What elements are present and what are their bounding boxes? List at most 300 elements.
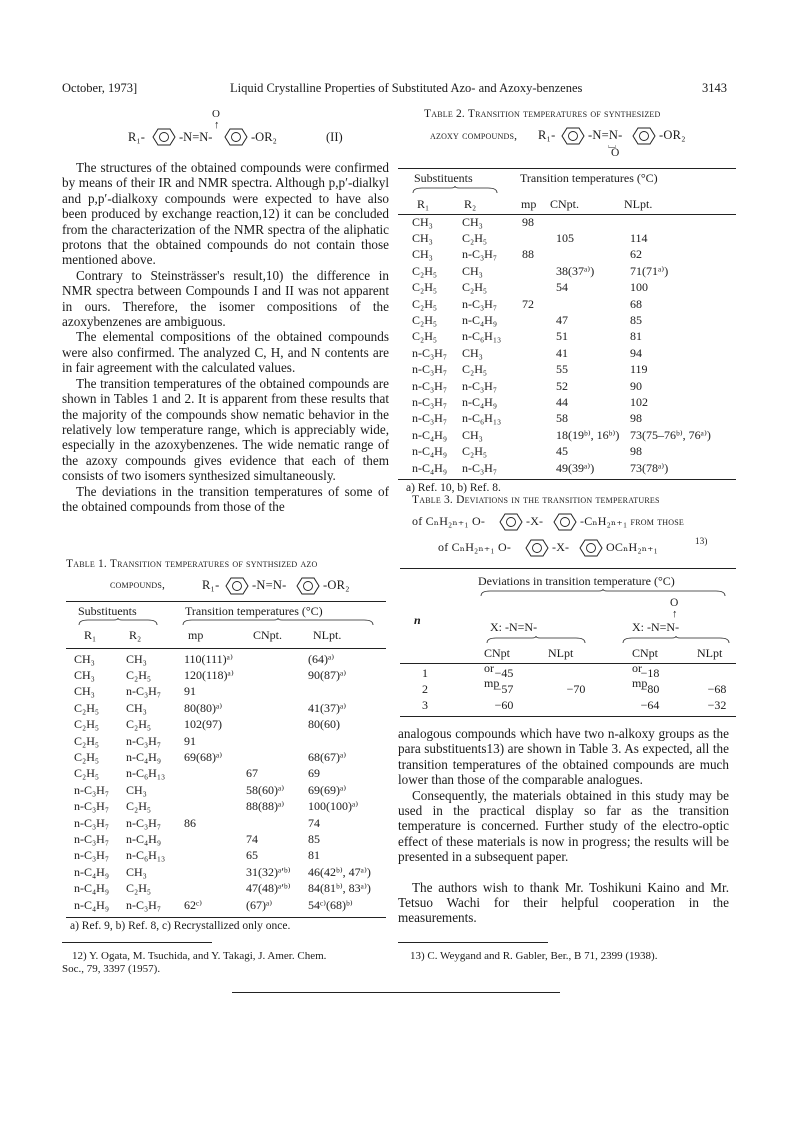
table-cell: 69(69)ᵃ⁾: [308, 782, 347, 797]
table-cell: [520, 443, 554, 459]
table-cell: 91: [184, 684, 196, 699]
benzene-ring-icon: [293, 577, 323, 595]
column-header: mp: [521, 197, 537, 211]
table-cell: CH₃: [126, 651, 147, 666]
table-cell: C₂H₅: [462, 231, 488, 246]
benzene-ring-icon: [222, 577, 252, 595]
table-cell: CH₃: [74, 651, 95, 666]
table-cell: 98: [630, 444, 642, 459]
table-cell: C₂H₅: [126, 717, 152, 732]
table-cell: n-C₆H₁₃: [126, 766, 166, 781]
table-cell: 67: [246, 766, 258, 781]
table-cell: 80(80)ᵃ⁾: [184, 700, 223, 715]
table-row: [410, 280, 748, 296]
table-cell: 98: [522, 214, 534, 229]
table-cell: [628, 214, 748, 230]
table3-caption-line3: [438, 536, 738, 559]
table-cell: [520, 263, 554, 279]
table-row: [410, 443, 748, 459]
paragraph: Consequently, the materials obtained in this study may be used in the practical display so far as the transition temperature is concerned. Further study of the electro-optic effect of these materials is now in progress; the results will be presented in a subsequent paper.: [398, 787, 729, 865]
column-header: NLpt: [697, 646, 723, 660]
table-cell: [520, 460, 554, 476]
table-cell: 55: [556, 362, 568, 377]
table-cell: 88: [522, 247, 534, 262]
table-cell: 3: [422, 698, 428, 713]
footnote-rule: [62, 942, 212, 943]
table-cell: CH₃: [462, 214, 483, 229]
table-cell: [244, 717, 306, 733]
r1-label: R₁-: [202, 578, 220, 592]
r2-label: -OR₂: [251, 130, 277, 144]
table-cell: CH₃: [126, 782, 147, 797]
table-cell: 2: [422, 682, 428, 697]
table1-group-substituents: Substituents: [78, 604, 137, 618]
column-header: R₂: [464, 197, 477, 211]
table-cell: [244, 667, 306, 683]
oxygen-label: O: [670, 597, 679, 609]
table-cell: [544, 665, 608, 681]
structure-number: (II): [326, 130, 343, 144]
column-header: R₂: [129, 628, 142, 642]
table-cell: 47(48)ᵃʹᵇ⁾: [246, 881, 291, 896]
table-rule: [398, 168, 736, 169]
header-title: Liquid Crystalline Properties of Substituted Azo- and Azoxy-benzenes: [230, 81, 583, 95]
table1-notes: a) Ref. 9, b) Ref. 8, c) Recrystallized only once.: [70, 920, 291, 932]
table-rule: [66, 648, 386, 649]
footnote-12-line2: Soc., 79, 3397 (1957).: [62, 963, 161, 975]
brace-icon: [412, 186, 498, 194]
table-cell: 54: [556, 280, 568, 295]
table-row: [72, 749, 402, 765]
table-rule: [400, 663, 736, 664]
table-cell: −32: [707, 698, 727, 713]
table-cell: n-C₄H₉: [74, 897, 110, 912]
table-cell: 90: [630, 378, 642, 393]
column-header: mp: [188, 628, 204, 642]
r1-label: R₁-: [538, 128, 556, 142]
table-cell: [182, 864, 244, 880]
table-cell: 90(87)ᵃ⁾: [308, 668, 347, 683]
table-cell: [244, 651, 306, 667]
table-cell: [306, 684, 402, 700]
table-cell: [520, 280, 554, 296]
brace-icon: [480, 589, 726, 597]
column-header: CNpt.: [253, 628, 283, 642]
table-cell: CH₃: [462, 427, 483, 442]
table-cell: 91: [184, 733, 196, 748]
table-row: [72, 733, 402, 749]
page-number: 3143: [702, 81, 727, 95]
table-cell: n-C₃H₇: [126, 684, 162, 699]
table-cell: [244, 733, 306, 749]
table-row: [72, 848, 402, 864]
table-row: [410, 214, 748, 230]
table-row: [410, 312, 748, 328]
table-row: [420, 681, 742, 697]
paragraph: The deviations in the transition temperatures of some of the obtained compounds from those of the: [62, 483, 389, 514]
table-cell: n-C₆H₁₃: [462, 411, 502, 426]
table-cell: (64)ᵃ⁾: [308, 651, 335, 666]
table3-caption-line2: [412, 513, 742, 533]
table-cell: 1: [422, 665, 428, 680]
table2-group-temperatures: Transition temperatures (°C): [520, 171, 658, 185]
table-cell: 52: [556, 378, 568, 393]
table3-group-heading: Deviations in transition temperature (°C): [478, 574, 675, 588]
table-cell: C₂H₅: [412, 296, 438, 311]
table-cell: [554, 296, 628, 312]
bracket-line: ⌴: [608, 140, 617, 151]
table-cell: 86: [184, 815, 196, 830]
table-cell: [244, 700, 306, 716]
table-cell: 81: [630, 329, 642, 344]
table-cell: 74: [308, 815, 320, 830]
table-row: [410, 230, 748, 246]
r2-label: -OR₂: [659, 128, 686, 142]
brace-icon: [182, 618, 374, 626]
table-cell: 102: [630, 394, 648, 409]
table-cell: 62ᶜ⁾: [184, 897, 203, 912]
table-cell: 54ᶜ⁾(68)ᵇ⁾: [308, 897, 353, 912]
table3-x-azoxy: X: -N=N-: [632, 620, 680, 634]
table-cell: −18: [640, 665, 660, 680]
table-cell: −57: [494, 682, 514, 697]
table-cell: −68: [707, 682, 727, 697]
structure-ii: [128, 108, 378, 154]
table-cell: n-C₃H₇: [412, 345, 448, 360]
table-cell: −60: [494, 698, 514, 713]
table-cell: 47: [556, 313, 568, 328]
table-cell: 51: [556, 329, 568, 344]
right-body-text: [398, 726, 729, 926]
table-cell: [520, 394, 554, 410]
acknowledgement: The authors wish to thank Mr. Toshikuni Kaino and Mr. Tetsuo Wachi for their helpful cooperation in the measurements.: [398, 879, 729, 926]
table-row: [410, 329, 748, 345]
table-cell: 85: [308, 831, 320, 846]
table-cell: 58(60)ᵃ⁾: [246, 782, 285, 797]
table1-caption-formula: [110, 577, 370, 597]
benzene-ring-icon: [576, 539, 606, 557]
table-rule: [66, 917, 386, 918]
table-cell: n-C₄H₉: [412, 460, 448, 475]
table-rule: [66, 601, 386, 602]
table-cell: n-C₃H₇: [74, 815, 110, 830]
table-cell: C₂H₅: [412, 263, 438, 278]
table-cell: n-C₄H₉: [74, 881, 110, 896]
table-cell: (67)ᵃ⁾: [246, 897, 273, 912]
table-cell: C₂H₅: [412, 313, 438, 328]
column-header: NLpt.: [624, 197, 653, 211]
table-cell: [182, 880, 244, 896]
brace-icon: [486, 636, 586, 644]
table-cell: 68: [630, 296, 642, 311]
table-cell: CH₃: [462, 263, 483, 278]
table-row: [72, 651, 402, 667]
azo-link: -N=N-: [252, 578, 287, 592]
table-cell: n-C₄H₉: [126, 831, 162, 846]
table-cell: CH₃: [74, 684, 95, 699]
table-cell: n-C₄H₉: [412, 444, 448, 459]
paragraph: The elemental compositions of the obtained compounds were also confirmed. The analyzed C, H, and N contents are in fair agreement with the calculated values.: [62, 329, 389, 376]
table-cell: [520, 411, 554, 427]
table-cell: n-C₄H₉: [126, 750, 162, 765]
table-cell: 120(118)ᵃ⁾: [184, 668, 234, 683]
x-link: -X-: [526, 514, 544, 528]
table-cell: 58: [556, 411, 568, 426]
table-cell: C₂H₅: [412, 329, 438, 344]
table-cell: 18(19ᵇ⁾, 16ᵇ⁾): [556, 427, 620, 442]
benzene-ring-icon: [221, 128, 251, 146]
table-cell: n-C₃H₇: [412, 362, 448, 377]
table-cell: C₂H₅: [74, 717, 100, 732]
column-header: NLpt.: [313, 628, 342, 642]
table-cell: CH₃: [74, 668, 95, 683]
table-rule: [400, 716, 736, 717]
table-cell: 68(67)ᵃ⁾: [308, 750, 347, 765]
table2-notes: a) Ref. 10, b) Ref. 8.: [406, 482, 501, 494]
table-row: [410, 460, 748, 476]
column-header: CNpt or mp: [484, 646, 511, 690]
table3-caption: Table 3. Deviations in the transition temperatures: [412, 494, 660, 506]
footnote-13: 13) C. Weygand and R. Gabler, Ber., B 71, 2399 (1938).: [410, 950, 658, 962]
table-row: [72, 799, 402, 815]
table-cell: −70: [566, 682, 586, 697]
table-cell: 74: [246, 831, 258, 846]
table-cell: C₂H₅: [462, 444, 488, 459]
table-cell: 31(32)ᵃʹᵇ⁾: [246, 864, 291, 879]
table-cell: [244, 684, 306, 700]
column-header: R₁: [84, 628, 97, 642]
table-cell: C₂H₅: [462, 362, 488, 377]
table-row: [410, 427, 748, 443]
table3-body: [420, 665, 742, 714]
paragraph: The structures of the obtained compounds were confirmed by means of their IR and NMR spectra. Although p,p′-dialkyl and p,p′-dialkoxy compounds were expected to have also been produced by exchange reaction,12) it can be concluded from the characterization of the NMR spectra of the aliphatic protons that the obtained compounds do not contain those mentioned above.: [62, 160, 389, 268]
benzene-ring-icon: [522, 539, 552, 557]
table-cell: C₂H₅: [412, 280, 438, 295]
oxygen-label: O: [611, 147, 620, 159]
table-cell: 105: [556, 231, 574, 246]
table-cell: n-C₃H₇: [126, 815, 162, 830]
azo-link: -N=N-: [179, 130, 213, 144]
table-cell: 73(75–76ᵇ⁾, 76ᵃ⁾): [630, 427, 711, 442]
table2-group-substituents: Substituents: [414, 171, 473, 185]
table-cell: n-C₃H₇: [74, 782, 110, 797]
table-cell: 69: [308, 766, 320, 781]
footnote-rule: [398, 942, 548, 943]
table-rule: [398, 479, 736, 480]
azoxy-link: -N=N-: [588, 128, 623, 142]
table-cell: 62: [630, 247, 642, 262]
table-cell: 41(37)ᵃ⁾: [308, 700, 347, 715]
table-row: [410, 345, 748, 361]
table-row: [72, 880, 402, 896]
table1-caption: Table 1. Transition temperatures of synthsized azo: [66, 558, 318, 570]
table-cell: −45: [494, 665, 514, 680]
table-cell: CH₃: [126, 700, 147, 715]
table-cell: 72: [522, 296, 534, 311]
table-cell: 119: [630, 362, 648, 377]
table-cell: n-C₆H₁₃: [462, 329, 502, 344]
table-cell: 44: [556, 394, 568, 409]
table-cell: n-C₃H₇: [74, 831, 110, 846]
table-row: [72, 667, 402, 683]
table-cell: 94: [630, 345, 642, 360]
r1-label: R₁-: [128, 130, 145, 144]
benzene-ring-icon: [558, 127, 588, 145]
table2-body: [410, 214, 748, 476]
table-row: [72, 717, 402, 733]
table-cell: [520, 230, 554, 246]
table-cell: n-C₄H₉: [462, 313, 498, 328]
table-cell: n-C₄H₉: [412, 427, 448, 442]
table-cell: [520, 378, 554, 394]
table-cell: [182, 766, 244, 782]
benzene-ring-icon: [629, 127, 659, 145]
table-cell: 102(97): [184, 717, 222, 732]
table3-x-azo: X: -N=N-: [490, 620, 538, 634]
paragraph: analogous compounds which have two n-alkoxy groups as the para substituents13) are shown in Table 3. As expected, all the transition temperatures of the obtained compounds are much lower than those of the comparable analogues.: [398, 726, 729, 788]
table-cell: [520, 362, 554, 378]
table-cell: [244, 815, 306, 831]
table-cell: C₂H₅: [74, 733, 100, 748]
table2-caption-formula: [430, 127, 730, 163]
table-cell: C₂H₅: [126, 881, 152, 896]
table-row: [420, 698, 742, 714]
column-header: CNpt or mp: [632, 646, 659, 690]
table-cell: [244, 749, 306, 765]
column-header: CNpt.: [550, 197, 580, 211]
brace-icon: [78, 618, 158, 626]
table-cell: 100(100)ᵃ⁾: [308, 799, 359, 814]
table-row: [420, 665, 742, 681]
page-end-rule: [232, 992, 560, 993]
table-cell: C₂H₅: [462, 280, 488, 295]
table-cell: CH₃: [412, 214, 433, 229]
table-cell: [306, 733, 402, 749]
caption-formula: of CₙH₂ₙ₊₁ O-: [412, 514, 486, 528]
table-cell: n-C₃H₇: [412, 411, 448, 426]
table1-group-temperatures: Transition temperatures (°C): [185, 604, 323, 618]
table-cell: [182, 799, 244, 815]
table3-n-header: n: [414, 613, 421, 627]
table-cell: C₂H₅: [74, 766, 100, 781]
table-cell: −64: [640, 698, 660, 713]
table-cell: 49(39ᵃ⁾): [556, 460, 595, 475]
table-row: [72, 782, 402, 798]
column-header: NLpt: [548, 646, 574, 660]
table-cell: n-C₃H₇: [462, 378, 498, 393]
footnote-12-line1: 12) Y. Ogata, M. Tsuchida, and Y. Takagi, J. Amer. Chem.: [72, 950, 327, 962]
table-cell: 81: [308, 848, 320, 863]
table-cell: 84(81ᵇ⁾, 83ᵃ⁾): [308, 881, 371, 896]
table-cell: [544, 698, 608, 714]
table-cell: 38(37ᵃ⁾): [556, 263, 595, 278]
table-row: [72, 897, 402, 913]
table-cell: −80: [640, 682, 660, 697]
table-row: [72, 684, 402, 700]
table-rule: [400, 568, 736, 569]
table-cell: n-C₃H₇: [462, 460, 498, 475]
arrow-up-icon: ↑: [214, 119, 220, 131]
table-cell: 46(42ᵇ⁾, 47ᵃ⁾): [308, 864, 371, 879]
table-cell: 65: [246, 848, 258, 863]
benzene-ring-icon: [550, 513, 580, 531]
paragraph: Contrary to Steinsträsser's result,10) the difference in NMR spectra between Compounds I and II was not apparent in ours. Therefore, the isomer compositions of the azoxybenzenes are ambiguous.: [62, 267, 389, 330]
table-cell: n-C₃H₇: [462, 296, 498, 311]
table-cell: C₂H₅: [74, 700, 100, 715]
arrow-up-icon: ↑: [672, 608, 678, 620]
table-cell: C₂H₅: [126, 668, 152, 683]
table-cell: CH₃: [126, 864, 147, 879]
table-cell: n-C₃H₇: [126, 897, 162, 912]
table-cell: n-C₃H₇: [74, 799, 110, 814]
caption-formula: of CₙH₂ₙ₊₁ O-: [438, 540, 512, 554]
table-cell: n-C₃H₇: [412, 378, 448, 393]
table-row: [72, 864, 402, 880]
table-cell: [554, 214, 628, 230]
table-cell: [520, 427, 554, 443]
table-cell: n-C₄H₉: [462, 394, 498, 409]
header-date: October, 1973]: [62, 81, 138, 95]
table2-caption: Table 2. Transition temperatures of synthesized: [424, 108, 661, 120]
table-cell: C₂H₅: [74, 750, 100, 765]
table-row: [410, 247, 748, 263]
table-cell: CH₃: [412, 247, 433, 262]
caption-formula: OCₙH₂ₙ₊₁: [606, 540, 659, 554]
table-cell: 80(60): [308, 717, 340, 732]
table-row: [410, 394, 748, 410]
table-cell: n-C₄H₉: [74, 864, 110, 879]
table1-body: [72, 651, 402, 913]
table-cell: 41: [556, 345, 568, 360]
caption-formula: -CₙH₂ₙ₊₁ from those: [580, 514, 685, 528]
table-row: [410, 296, 748, 312]
table-row: [410, 263, 748, 279]
table-cell: [182, 782, 244, 798]
table-cell: n-C₃H₇: [462, 247, 498, 262]
table-cell: n-C₆H₁₃: [126, 848, 166, 863]
table-cell: 85: [630, 313, 642, 328]
table-row: [410, 362, 748, 378]
table-row: [72, 831, 402, 847]
reference-marker: 13): [695, 536, 708, 546]
table-cell: [692, 665, 742, 681]
table-cell: 69(68)ᵃ⁾: [184, 750, 223, 765]
table-cell: 88(88)ᵃ⁾: [246, 799, 285, 814]
benzene-ring-icon: [149, 128, 179, 146]
benzene-ring-icon: [496, 513, 526, 531]
table-cell: 100: [630, 280, 648, 295]
table-cell: CH₃: [462, 345, 483, 360]
column-header: R₁: [417, 197, 430, 211]
table-cell: 71(71ᵃ⁾): [630, 263, 669, 278]
table-cell: 98: [630, 411, 642, 426]
table-cell: [520, 345, 554, 361]
table-cell: n-C₃H₇: [74, 848, 110, 863]
table-cell: [182, 831, 244, 847]
table-cell: n-C₃H₇: [412, 394, 448, 409]
table-row: [72, 815, 402, 831]
table-cell: 114: [630, 231, 648, 246]
table-cell: 110(111)ᵃ⁾: [184, 651, 233, 666]
left-body-text: [62, 160, 389, 514]
table-cell: C₂H₅: [126, 799, 152, 814]
r2-label: -OR₂: [323, 578, 350, 592]
table-cell: n-C₃H₇: [126, 733, 162, 748]
table-cell: CH₃: [412, 231, 433, 246]
paragraph: The transition temperatures of the obtained compounds are shown in Tables 1 and 2. It is apparent from these results that the majority of the compounds show nematic behavior in the relatively low temperature range, which is appreciably wide, especially in the azoxybenzenes. The wide nematic range of the azoxy compounds gives evidence that each of them consists of two isomers synthesized simultaneously.: [62, 375, 389, 484]
brace-icon: [622, 636, 730, 644]
table-cell: 45: [556, 444, 568, 459]
